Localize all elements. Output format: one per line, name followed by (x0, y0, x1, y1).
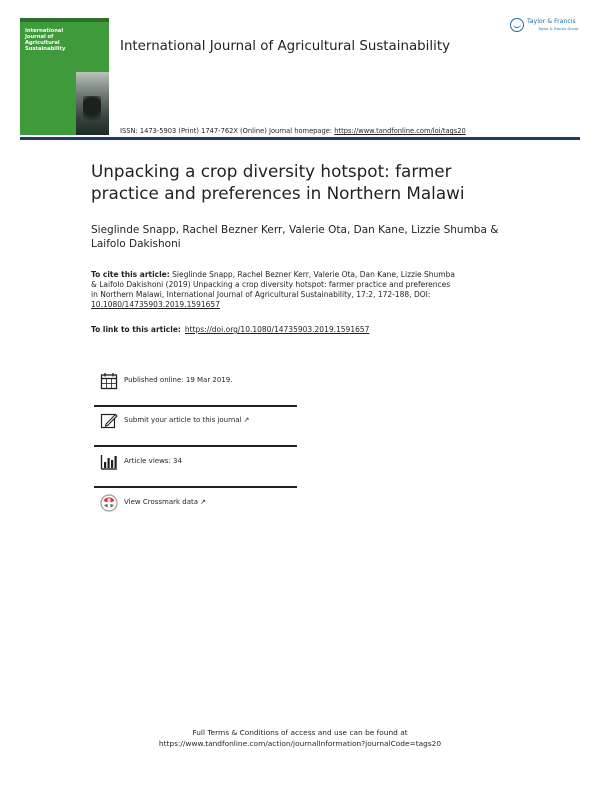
article-authors (91, 223, 521, 251)
submit-article-text: Submit your article to this journal (124, 416, 242, 424)
article-title-line: practice and preferences in Northern Malawi (91, 183, 465, 203)
info-divider (94, 405, 297, 407)
edit-icon (100, 412, 118, 430)
cover-title-line: International (25, 28, 64, 34)
citation-text: Sieglinde Snapp, Rachel Bezner Kerr, Valerie Ota, Dan Kane, Lizzie Shumba (169, 270, 455, 279)
calendar-icon (100, 372, 118, 390)
journal-homepage-link[interactable]: https://www.tandfonline.com/loi/tags20 (334, 127, 466, 135)
cover-title-line: Agricultural (25, 40, 60, 46)
cover-top-stripe (20, 18, 109, 22)
external-link-icon: ↗ (243, 416, 250, 424)
issn-text: ISSN: 1473-5903 (Print) 1747-762X (Online) Journal homepage: (120, 127, 335, 135)
cover-title-line: Journal of (25, 34, 54, 40)
journal-name: International Journal of Agricultural Sustainability (120, 39, 450, 54)
crossmark-icon (100, 494, 118, 512)
article-link-line (91, 325, 491, 334)
article-title (91, 160, 531, 204)
crossmark-text: View Crossmark data (124, 498, 199, 506)
info-divider (94, 486, 297, 488)
header-rule (20, 137, 580, 140)
submit-article-link[interactable] (124, 416, 249, 424)
cover-title (25, 28, 85, 52)
published-online-text: Published online: 19 Mar 2019. (124, 376, 233, 384)
citation-line (91, 270, 491, 280)
info-divider (94, 445, 297, 447)
citation-line: in Northern Malawi, International Journal of Agricultural Sustainability, 17:2, 172-188, DOI: (91, 290, 431, 299)
article-title-line: Unpacking a crop diversity hotspot: farmer (91, 161, 452, 181)
publisher-logo-icon (510, 18, 524, 32)
article-doi-url[interactable]: https://doi.org/10.1080/14735903.2019.1591657 (184, 325, 370, 334)
bar-chart-icon (100, 453, 118, 471)
citation-line: & Laifolo Dakishoni (2019) Unpacking a crop diversity hotspot: farmer practice and preferences (91, 280, 451, 289)
cover-title-line: Sustainability (25, 46, 66, 52)
article-views-text: Article views: 34 (124, 457, 182, 465)
publisher-logo-sub: Taylor & Francis Group (538, 27, 579, 31)
publisher-logo (510, 17, 585, 37)
terms-footer (0, 727, 600, 749)
cover-tree-silhouette (83, 96, 101, 126)
external-link-icon: ↗ (200, 498, 206, 506)
footer-line: Full Terms & Conditions of access and use can be found at (192, 728, 408, 737)
authors-line: Laifolo Dakishoni (91, 238, 181, 250)
citation-doi-link[interactable]: 10.1080/14735903.2019.1591657 (91, 300, 220, 309)
citation-block (91, 270, 491, 310)
footer-terms-link[interactable]: https://www.tandfonline.com/action/journalInformation?journalCode=tags20 (158, 739, 442, 748)
publisher-logo-brand: Taylor & Francis (527, 18, 576, 25)
crossmark-link[interactable] (124, 498, 206, 506)
citation-label: To cite this article: (91, 270, 170, 279)
journal-cover-image (20, 18, 109, 135)
crossmark-row[interactable] (94, 494, 297, 534)
article-link-label: To link to this article: (91, 325, 181, 334)
issn-line (120, 127, 466, 135)
authors-line: Sieglinde Snapp, Rachel Bezner Kerr, Valerie Ota, Dan Kane, Lizzie Shumba & (91, 224, 499, 236)
